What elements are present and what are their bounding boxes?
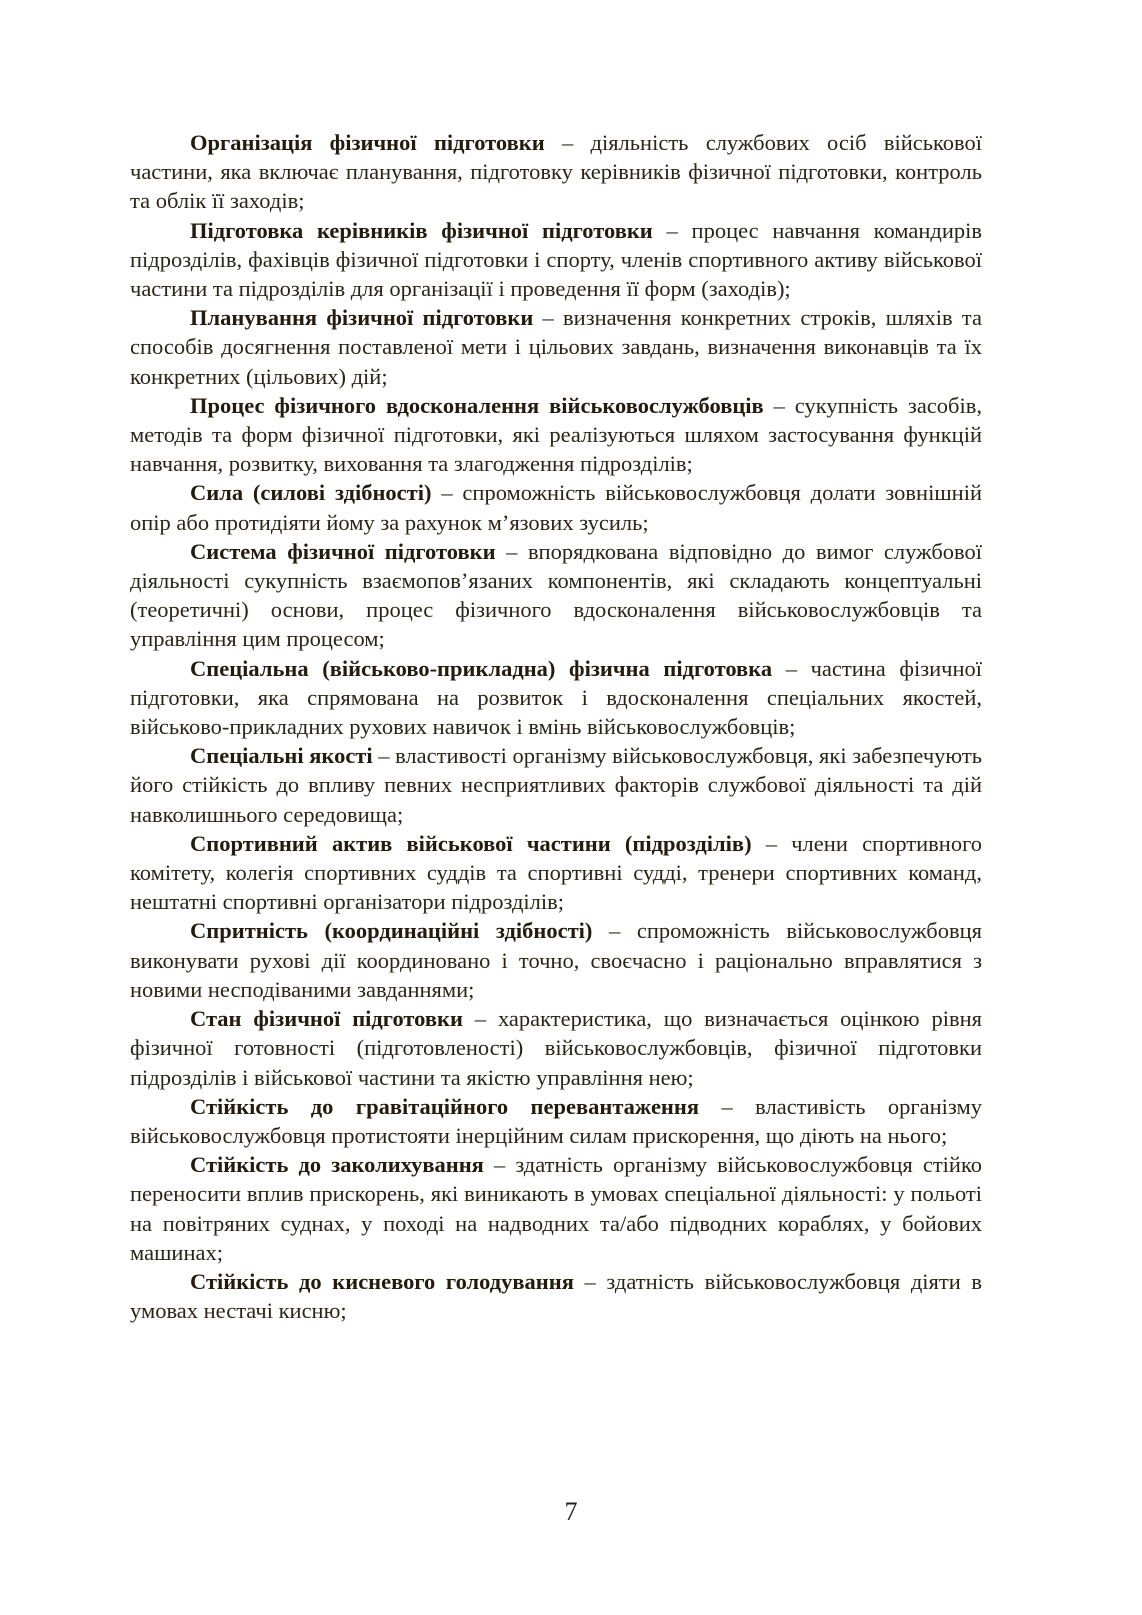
definition: – впорядкована відповідно до вимог службової діяльності сукупність взаємопов’язаних компонентів, які складають концептуальні (теоретичні) основи, процес фізичного вдосконалення військовослужбовців та управління цим процесом; [130, 538, 982, 652]
definition: – властивість організму військовослужбовця протистояти інерційним силам прискорення, що діють на нього; [130, 1093, 982, 1148]
definition: – члени спортивного комітету, колегія спортивних суддів та спортивні судді, тренери спортивних команд, нештатні спортивні організатори підрозділів; [130, 830, 983, 915]
term: Сила (силові здібності) [190, 480, 432, 506]
definition-entry [130, 391, 982, 479]
definition: – визначення конкретних строків, шляхів та способів досягнення поставленої мети і цільових завдань, визначення виконавців та їх конкретних (цільових) дій; [130, 305, 982, 389]
definition: – сукупність засобів, методів та форм фізичної підготовки, які реалізуються шляхом застосування функцій навчання, розвитку, виховання та злагодження підрозділів; [130, 392, 982, 477]
definition-entry [130, 1150, 982, 1267]
definition: – спроможність військовослужбовця виконувати рухові дії координовано і точно, своєчасно і раціонально вправлятися з новими несподіваними завданнями; [130, 918, 982, 1002]
term: Стійкість до заколихування [190, 1152, 484, 1178]
document-page [130, 128, 982, 1325]
definition-entry [130, 741, 982, 829]
definition-entry [130, 654, 982, 742]
term: Спортивний актив військової частини (підрозділів) [190, 830, 752, 856]
definition-entry [130, 303, 982, 391]
definition: – здатність організму військовослужбовця стійко переносити вплив прискорень, які виникають в умовах спеціальної діяльності: у польоті на повітряних суднах, у поході на надводних та/або підводних кораблях, у бойових машинах; [130, 1152, 982, 1265]
term: Процес фізичного вдосконалення військовослужбовців [190, 392, 764, 418]
definition-entry [130, 216, 982, 304]
term: Спритність (координаційні здібності) [190, 918, 593, 944]
term: Стійкість до кисневого голодування [190, 1268, 574, 1294]
definition-entry [130, 537, 982, 654]
definition: – здатність військовослужбовця діяти в умовах нестачі кисню; [130, 1268, 982, 1324]
definition: – характеристика, що визначається оцінкою рівня фізичної готовності (підготовленості) військовослужбовців, фізичної підготовки підрозділів і військової частини та якістю управління нею; [130, 1006, 983, 1090]
definition-entry [130, 1092, 982, 1150]
term: Стан фізичної підготовки [190, 1006, 463, 1032]
definition-entry [130, 829, 982, 917]
term: Стійкість до гравітаційного перевантаження [190, 1093, 700, 1119]
term: Організація фізичної підготовки [190, 130, 545, 155]
term: Підготовка керівників фізичної підготовки [190, 217, 653, 243]
term: Спеціальна (військово-прикладна) фізична підготовка [190, 655, 773, 681]
definition-entry [130, 1267, 982, 1325]
definition-entry [130, 916, 982, 1004]
page-number: 7 [564, 1497, 578, 1526]
definition-entry [130, 128, 982, 216]
term: Планування фізичної підготовки [190, 305, 534, 331]
definition-entry [130, 478, 982, 536]
definition: – частина фізичної підготовки, яка спрямована на розвиток і вдосконалення спеціальних якостей, військово-прикладних рухових навичок і вмінь військовослужбовців; [130, 655, 982, 740]
definition: – процес навчання командирів підрозділів, фахівців фізичної підготовки і спорту, членів спортивного активу військової частини та підрозділів для організації і проведення її форм (заходів); [130, 217, 983, 302]
definition-entry [130, 1004, 982, 1092]
definition: – діяльність службових осіб військової частини, яка включає планування, підготовку керівників фізичної підготовки, контроль та облік її заходів; [130, 130, 982, 214]
term: Система фізичної підготовки [190, 538, 496, 564]
definition: – властивості організму військовослужбовця, які забезпечують його стійкість до впливу певних несприятливих факторів службової діяльності та дій навколишнього середовища; [130, 743, 983, 827]
term: Спеціальні якості [190, 743, 373, 769]
definition: – спроможність військовослужбовця долати зовнішній опір або протидіяти йому за рахунок м’язових зусиль; [130, 480, 983, 535]
